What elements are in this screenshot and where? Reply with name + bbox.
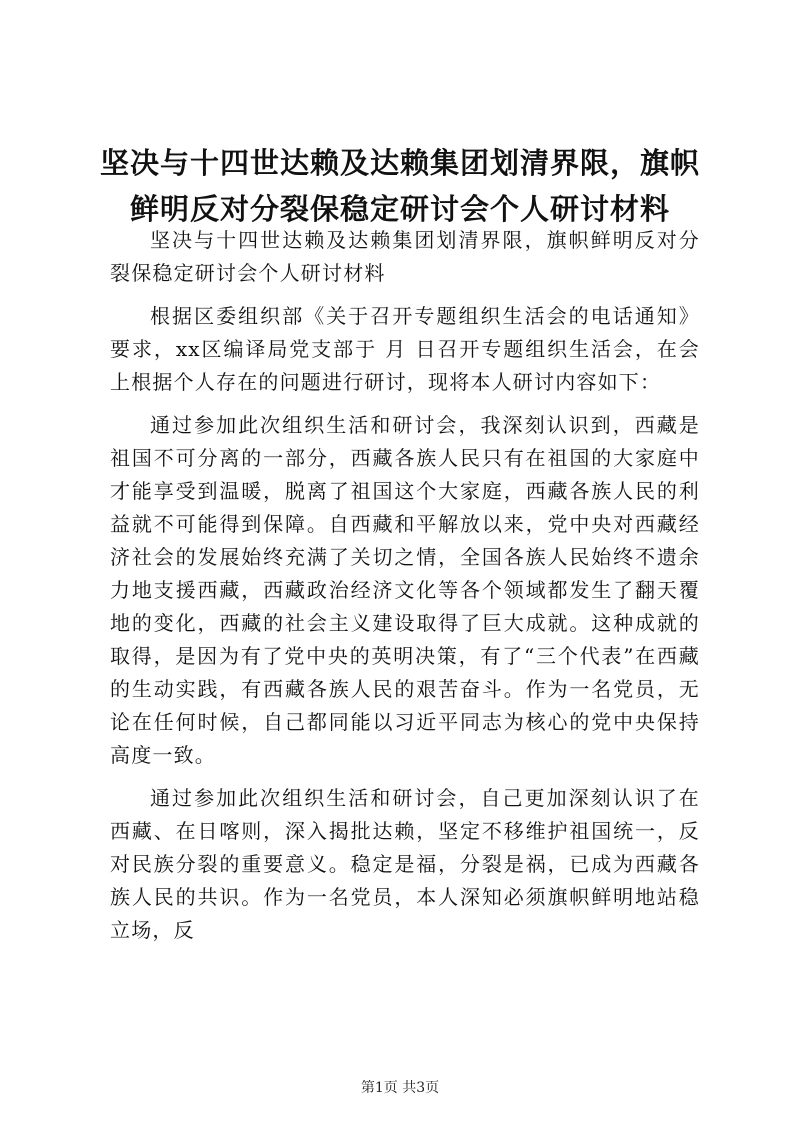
title-line-1: 坚决与十四世达赖及达赖集团划清界限，旗帜: [99, 146, 700, 180]
page-footer: 第1页 共3页: [360, 1080, 440, 1096]
paragraph-subtitle: 坚决与十四世达赖及达赖集团划清界限，旗帜鲜明反对分裂保稳定研讨会个人研讨材料: [110, 228, 700, 285]
title-line-2: 鲜明反对分裂保稳定研讨会个人研讨材料: [129, 192, 670, 226]
paragraph-understanding: 通过参加此次组织生活和研讨会，我深刻认识到，西藏是祖国不可分离的一部分，西藏各族人民只有在祖国的大家庭中才能享受到温暖，脱离了祖国这个大家庭，西藏各族人民的利益就不可能得到保障。自西藏和平解放以来，党中央对西藏经济社会的发展始终充满了关切之情，全国各族人民始终不遗余力地支援西藏，西藏政治经济文化等各个领域都发生了翻天覆地的变化，西藏的社会主义建设取得了巨大成就。这种成就的取得，是因为有了党中央的英明决策，有了“三个代表”在西藏的生动实践，有西藏各族人民的艰苦奋斗。作为一名党员，无论在任何时候，自己都同能以习近平同志为核心的党中央保持高度一致。: [110, 413, 700, 767]
document-body: [110, 224, 700, 957]
paragraph-intro: 根据区委组织部《关于召开专题组织生活会的电话通知》要求，xx区编译局党支部于 月 日召开专题组织生活会，在会上根据个人存在的问题进行研讨，现将本人研讨内容如下：: [110, 304, 700, 394]
paragraph-significance: 通过参加此次组织生活和研讨会，自己更加深刻认识了在西藏、在日喀则，深入揭批达赖，坚定不移维护祖国统一，反对民族分裂的重要意义。稳定是福，分裂是祸，已成为西藏各族人民的共识。作为一名党员，本人深知必须旗帜鲜明地站稳立场，反: [110, 786, 700, 942]
document-title: [90, 140, 710, 232]
